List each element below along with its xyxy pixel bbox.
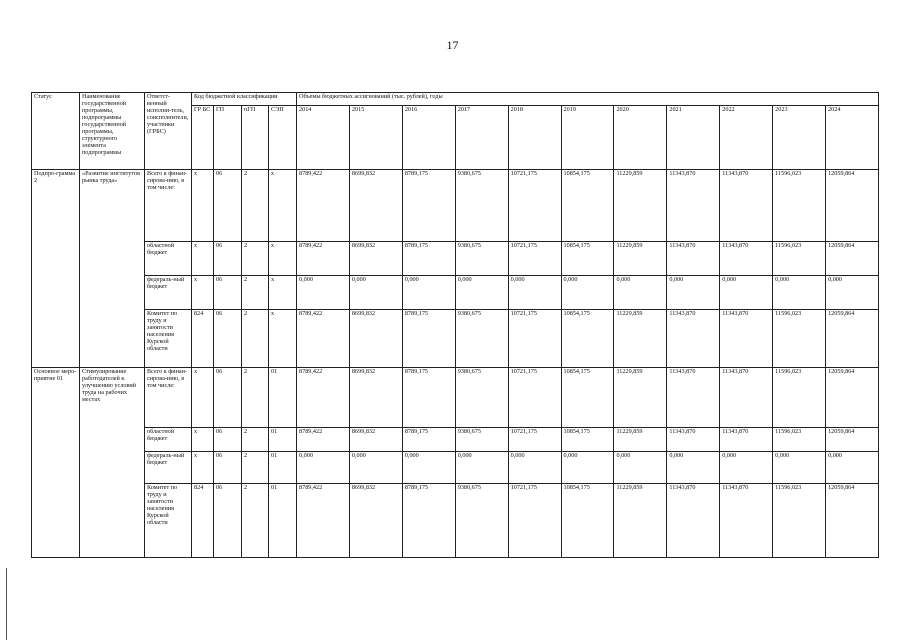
value-2016: 8789,175 (402, 170, 455, 242)
value-2015: 8699,832 (349, 242, 402, 276)
value-2021: 0,000 (667, 452, 720, 484)
value-2014: 0,000 (297, 452, 350, 484)
table-row (32, 484, 879, 558)
row-status: Основное меро-приятие 01 (32, 368, 80, 558)
value-2024: 12059,864 (826, 310, 879, 368)
table-row (32, 428, 879, 452)
row-code-grbs: х (192, 242, 214, 276)
row-code-pgp: 2 (242, 368, 269, 428)
value-2022: 11343,870 (720, 310, 773, 368)
value-2017: 9380,675 (455, 484, 508, 558)
row-code-sep: х (269, 170, 297, 242)
row-code-grbs: х (192, 368, 214, 428)
value-2024: 12059,864 (826, 484, 879, 558)
value-2014: 8789,422 (297, 310, 350, 368)
value-2022: 11343,870 (720, 368, 773, 428)
row-program-name: Стимулирование работодателей к улучшению условий труда на рабочих местах (80, 368, 145, 558)
table-row (32, 310, 879, 368)
value-2023: 11596,023 (773, 484, 826, 558)
margin-rule (6, 568, 7, 640)
value-2017: 0,000 (455, 452, 508, 484)
value-2016: 8789,175 (402, 368, 455, 428)
value-2015: 8699,832 (349, 428, 402, 452)
table-row (32, 368, 879, 428)
header-code-2: пГП (242, 106, 269, 170)
value-2019: 10854,175 (561, 170, 614, 242)
value-2018: 10721,175 (508, 310, 561, 368)
row-code-gp: 06 (214, 310, 242, 368)
row-executor: Всего к финан-сирова-нию, в том числе: (145, 170, 192, 242)
value-2020: 11229,859 (614, 310, 667, 368)
value-2016: 0,000 (402, 276, 455, 310)
header-year-2023: 2023 (773, 106, 826, 170)
table-row (32, 276, 879, 310)
table-row (32, 242, 879, 276)
value-2014: 8789,422 (297, 428, 350, 452)
value-2018: 10721,175 (508, 170, 561, 242)
row-code-gp: 06 (214, 242, 242, 276)
row-code-grbs: х (192, 170, 214, 242)
value-2019: 10854,175 (561, 242, 614, 276)
row-code-pgp: 2 (242, 310, 269, 368)
value-2017: 9380,675 (455, 310, 508, 368)
value-2024: 12059,864 (826, 242, 879, 276)
value-2022: 0,000 (720, 276, 773, 310)
row-executor: областной бюджет (145, 428, 192, 452)
row-status: Подпро-грамма 2 (32, 170, 80, 368)
header-code-0: ГР БС (192, 106, 214, 170)
value-2018: 10721,175 (508, 242, 561, 276)
header-year-2014: 2014 (297, 106, 350, 170)
value-2023: 11596,023 (773, 242, 826, 276)
value-2016: 8789,175 (402, 428, 455, 452)
value-2017: 9380,675 (455, 368, 508, 428)
header-executor: Ответст-венный исполни-тель, соисполнители, участники (ГРБС) (145, 93, 192, 170)
header-year-2022: 2022 (720, 106, 773, 170)
row-code-gp: 06 (214, 368, 242, 428)
value-2023: 11596,023 (773, 428, 826, 452)
value-2024: 12059,864 (826, 368, 879, 428)
row-executor: Всего к финан-сирова-нию, в том числе: (145, 368, 192, 428)
value-2019: 0,000 (561, 452, 614, 484)
value-2021: 11343,870 (667, 484, 720, 558)
row-code-gp: 06 (214, 170, 242, 242)
value-2024: 0,000 (826, 452, 879, 484)
value-2020: 11229,859 (614, 368, 667, 428)
header-year-2015: 2015 (349, 106, 402, 170)
row-executor: областной бюджет (145, 242, 192, 276)
row-code-sep: 01 (269, 452, 297, 484)
value-2017: 9380,675 (455, 170, 508, 242)
value-2024: 12059,864 (826, 170, 879, 242)
value-2016: 8789,175 (402, 310, 455, 368)
value-2015: 8699,832 (349, 484, 402, 558)
row-code-sep: х (269, 276, 297, 310)
row-code-grbs: х (192, 428, 214, 452)
value-2023: 11596,023 (773, 310, 826, 368)
value-2015: 8699,832 (349, 368, 402, 428)
row-code-sep: 01 (269, 484, 297, 558)
row-code-grbs: х (192, 276, 214, 310)
value-2023: 0,000 (773, 452, 826, 484)
value-2019: 10854,175 (561, 368, 614, 428)
header-status: Статус (32, 93, 80, 170)
row-code-sep: 01 (269, 368, 297, 428)
row-code-gp: 06 (214, 428, 242, 452)
header-year-2021: 2021 (667, 106, 720, 170)
value-2017: 9380,675 (455, 242, 508, 276)
row-executor: федераль-ный бюджет (145, 452, 192, 484)
row-code-gp: 06 (214, 276, 242, 310)
header-code-1: ГП (214, 106, 242, 170)
header-year-2018: 2018 (508, 106, 561, 170)
header-name: Наименование государственной программы, подпрограммы государственной программы, структурного элемента подпрограммы (80, 93, 145, 170)
row-code-grbs: х (192, 452, 214, 484)
value-2019: 10854,175 (561, 428, 614, 452)
value-2020: 11229,859 (614, 242, 667, 276)
value-2022: 11343,870 (720, 484, 773, 558)
value-2014: 8789,422 (297, 242, 350, 276)
value-2023: 11596,023 (773, 170, 826, 242)
value-2014: 8789,422 (297, 484, 350, 558)
value-2023: 11596,023 (773, 368, 826, 428)
budget-table (31, 92, 879, 558)
row-code-pgp: 2 (242, 484, 269, 558)
value-2018: 0,000 (508, 276, 561, 310)
value-2014: 8789,422 (297, 368, 350, 428)
header-year-2019: 2019 (561, 106, 614, 170)
value-2018: 10721,175 (508, 484, 561, 558)
row-code-pgp: 2 (242, 276, 269, 310)
value-2015: 0,000 (349, 276, 402, 310)
header-volume-group: Объемы бюджетных ассигнований (тыс. рублей), годы (297, 93, 879, 106)
value-2024: 0,000 (826, 276, 879, 310)
row-code-pgp: 2 (242, 452, 269, 484)
value-2021: 0,000 (667, 276, 720, 310)
row-code-sep: х (269, 242, 297, 276)
header-code-group: Код бюджетной классификации (192, 93, 297, 106)
header-year-2020: 2020 (614, 106, 667, 170)
value-2021: 11343,870 (667, 310, 720, 368)
row-code-grbs: 824 (192, 310, 214, 368)
value-2019: 0,000 (561, 276, 614, 310)
value-2023: 0,000 (773, 276, 826, 310)
value-2020: 0,000 (614, 276, 667, 310)
value-2016: 0,000 (402, 452, 455, 484)
row-executor: Комитет по труду и занятости населения Курской области (145, 484, 192, 558)
value-2021: 11343,870 (667, 242, 720, 276)
value-2022: 11343,870 (720, 428, 773, 452)
value-2020: 11229,859 (614, 428, 667, 452)
row-executor: федераль-ный бюджет (145, 276, 192, 310)
value-2014: 0,000 (297, 276, 350, 310)
value-2020: 11229,859 (614, 170, 667, 242)
row-code-gp: 06 (214, 452, 242, 484)
row-code-sep: 01 (269, 428, 297, 452)
table-row (32, 452, 879, 484)
header-year-2024: 2024 (826, 106, 879, 170)
row-code-pgp: 2 (242, 242, 269, 276)
value-2018: 0,000 (508, 452, 561, 484)
value-2016: 8789,175 (402, 484, 455, 558)
value-2022: 11343,870 (720, 170, 773, 242)
value-2018: 10721,175 (508, 368, 561, 428)
value-2024: 12059,864 (826, 428, 879, 452)
value-2022: 0,000 (720, 452, 773, 484)
row-code-sep: х (269, 310, 297, 368)
value-2022: 11343,870 (720, 242, 773, 276)
header-year-2016: 2016 (402, 106, 455, 170)
value-2018: 10721,175 (508, 428, 561, 452)
value-2020: 0,000 (614, 452, 667, 484)
value-2015: 8699,832 (349, 170, 402, 242)
header-year-2017: 2017 (455, 106, 508, 170)
value-2020: 11229,859 (614, 484, 667, 558)
value-2014: 8789,422 (297, 170, 350, 242)
row-code-gp: 06 (214, 484, 242, 558)
value-2017: 9380,675 (455, 428, 508, 452)
row-code-pgp: 2 (242, 428, 269, 452)
row-code-grbs: 824 (192, 484, 214, 558)
header-code-3: СЭП (269, 106, 297, 170)
value-2021: 11343,870 (667, 368, 720, 428)
value-2015: 0,000 (349, 452, 402, 484)
value-2016: 8789,175 (402, 242, 455, 276)
table-row (32, 170, 879, 242)
value-2021: 11343,870 (667, 428, 720, 452)
value-2015: 8699,832 (349, 310, 402, 368)
row-program-name: «Развитие институтов рынка труда» (80, 170, 145, 368)
value-2017: 0,000 (455, 276, 508, 310)
value-2019: 10854,175 (561, 484, 614, 558)
page-number: 17 (446, 38, 459, 52)
row-code-pgp: 2 (242, 170, 269, 242)
value-2021: 11343,870 (667, 170, 720, 242)
value-2019: 10854,175 (561, 310, 614, 368)
row-executor: Комитет по труду и занятости населения Курской области (145, 310, 192, 368)
